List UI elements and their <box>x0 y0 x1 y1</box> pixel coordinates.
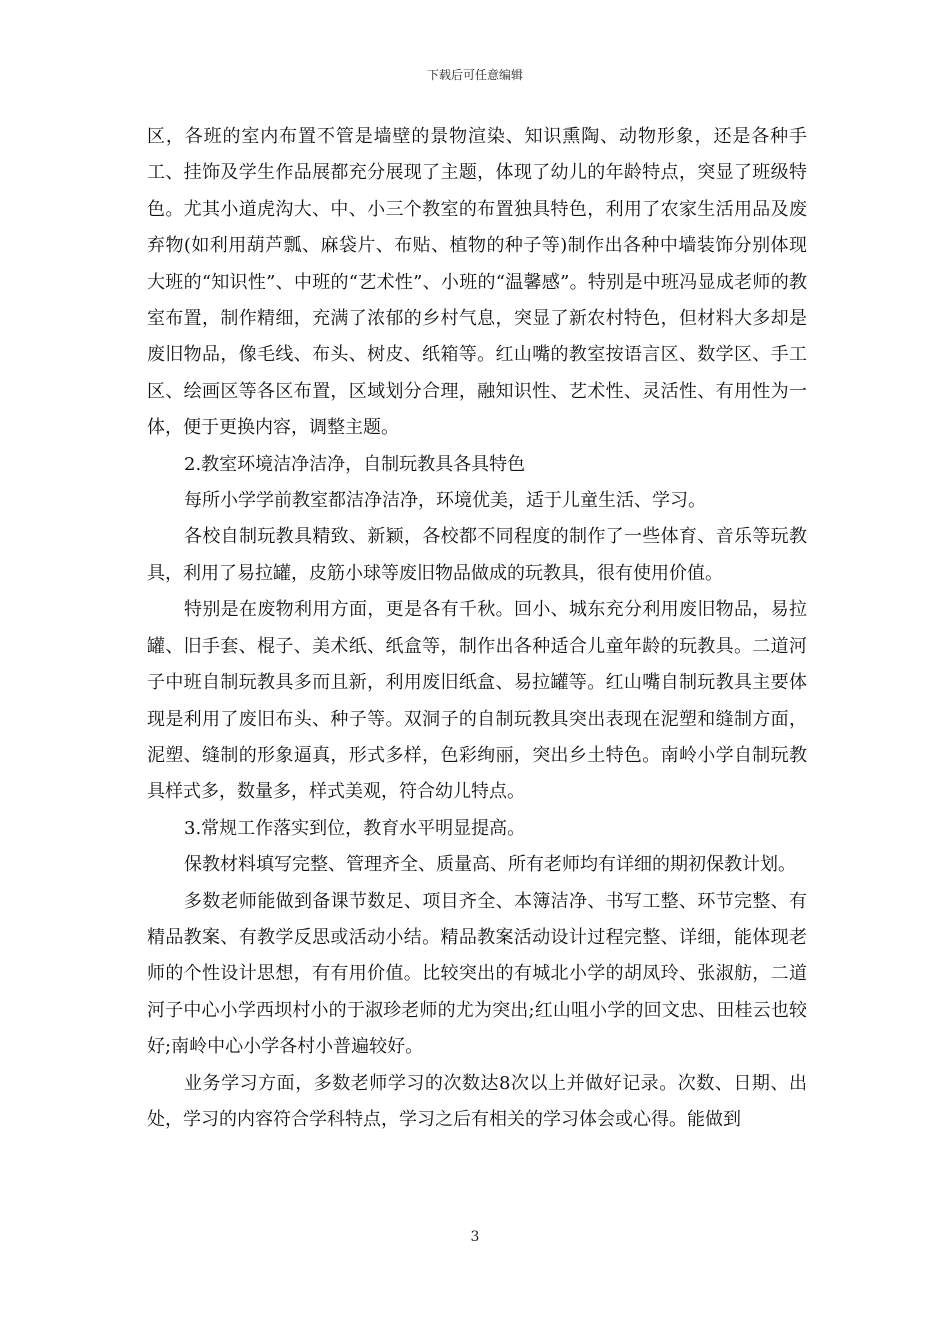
paragraph: 多数老师能做到备课节数足、项目齐全、本簿洁净、书写工整、环节完整、有精品教案、有教学反思或活动小结。精品教案活动设计过程完整、详细，能体现老师的个性设计思想，有有用价值。比较突出的有城北小学的胡凤玲、张淑舫，二道河子中心小学西坝村小的于淑珍老师的尤为突出;红山咀小学的回文忠、田桂云也较好;南岭中心小学各村小普遍较好。 <box>147 890 807 1058</box>
paragraph: 各校自制玩教具精致、新颖，各校都不同程度的制作了一些体育、音乐等玩教具，利用了易拉罐，皮筋小球等废旧物品做成的玩教具，很有使用价值。 <box>147 526 807 584</box>
page-number: 3 <box>470 1229 480 1245</box>
paragraph-continuation: 区，各班的室内布置不管是墙壁的景物渲染、知识熏陶、动物形象，还是各种手工、挂饰及学生作品展都充分展现了主题，体现了幼儿的年龄特点，突显了班级特色。尤其小道虎沟大、中、小三个教室的布置独具特色，利用了农家生活用品及废弃物(如利用葫芦瓢、麻袋片、布贴、植物的种子等)制作出各种中墙装饰分别体现大班的“知识性”、中班的“艺术性”、小班的“温馨感”。特别是中班冯显成老师的教室布置，制作精细，充满了浓郁的乡村气息，突显了新农村特色，但材料大多却是废旧物品，像毛线、布头、树皮、纸箱等。红山嘴的教室按语言区、数学区、手工区、绘画区等各区布置，区域划分合理，融知识性、艺术性、灵活性、有用性为一体，便于更换内容，调整主题。 <box>147 126 807 439</box>
page-header: 下载后可任意编辑 <box>426 68 523 82</box>
paragraph: 保教材料填写完整、管理齐全、质量高、所有老师均有详细的期初保教计划。 <box>184 854 796 876</box>
section-heading-3: 3.常规工作落实到位，教育水平明显提高。 <box>184 817 526 839</box>
paragraph: 特别是在废物利用方面，更是各有千秋。回小、城东充分利用废旧物品，易拉罐、旧手套、棍子、美术纸、纸盒等，制作出各种适合儿童年龄的玩教具。二道河子中班自制玩教具多而且新，利用废旧纸盒、易拉罐等。红山嘴自制玩教具主要体现是利用了废旧布头、种子等。双洞子的自制玩教具突出表现在泥塑和缝制方面，泥塑、缝制的形象逼真，形式多样，色彩绚丽，突出乡土特色。南岭小学自制玩教具样式多，数量多，样式美观，符合幼儿特点。 <box>147 599 807 803</box>
paragraph: 业务学习方面，多数老师学习的次数达8次以上并做好记录。次数、日期、出处，学习的内容符合学科特点，学习之后有相关的学习体会或心得。能做到 <box>147 1072 807 1130</box>
section-heading-2: 2.教室环境洁净洁净，自制玩教具各具特色 <box>184 453 526 475</box>
document-body <box>147 119 807 1138</box>
paragraph: 每所小学学前教室都洁净洁净，环境优美，适于儿童生活、学习。 <box>184 490 706 512</box>
